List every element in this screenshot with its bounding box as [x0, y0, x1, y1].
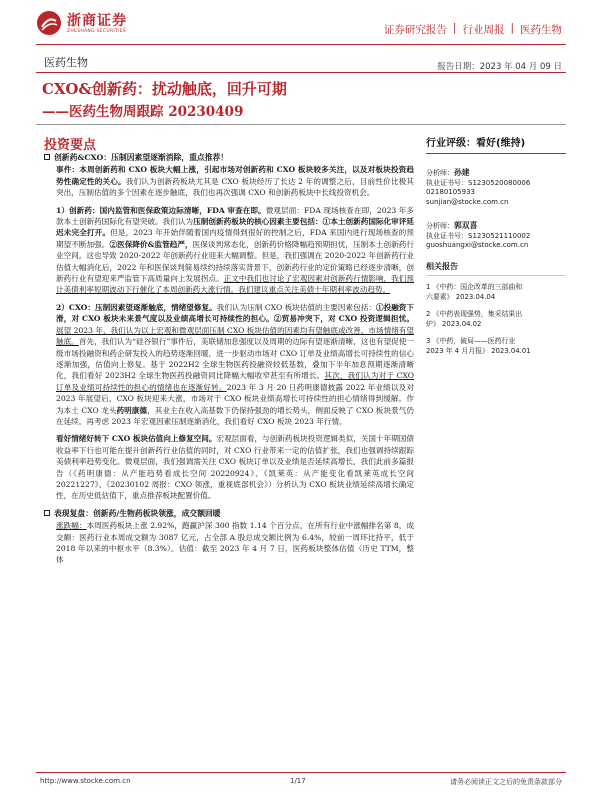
page-header: [0, 0, 600, 50]
report-date: 报告日期：2023 年 04 月 09 日: [437, 62, 562, 72]
disclaimer-note: 请务必阅读正文之后的免责条款部分: [450, 778, 562, 786]
analyst-block: 分析师：郭双喜 执业证书号：S1230521110002 guoshuangxi@stocke.com.cn: [426, 221, 566, 251]
related-reports-list: [426, 282, 566, 356]
paragraph-valuation: 看好情绪好转下 CXO 板块估值向上修复空间。宏观层面看，与创新药板块投资逻辑类似，关国十年期国债收益率下行也可能在提升创新药行业估值的同时，对 CXO 行业带来一定的估值扩张，我们也强调持续跟踪美债利率趋势变化。微观层面，我们强调需关注 CXO 板块订单以及业绩是否延续高增长，我们此前多篇报告（《药明康德：从产能趋势看成长空间 20220924》、《凯莱英：从产能变化看凯莱英成长空间 20221227》、《20230102 周报：CXO 领涨，重视底部机会》）分析认为 CXO 板块业绩延续高增长确定性，在历史低估值下，重点推荐板块配置价值。: [56, 434, 414, 501]
header-divider: [36, 44, 566, 45]
title-divider: [36, 124, 566, 125]
report-body: [44, 152, 414, 568]
analyst-cert: 执业证书号：S1230520080006: [426, 178, 531, 187]
paragraph-innovative-drugs: 1）创新药：国内监管和医保政策边际清晰，FDA 审查在即。微观层面：FDA 现场核查在即，2023 年多款本土创新药国际化有望突破。我们认为压制创新药板块的核心因素主要包括：①本土创新药国际化审评延迟未完全打开。但是，2023 年开始伴随着国内疫情得到很好的控制之后，FDA 来国内进行现场核查的预期望不断加强。②医保降价&监管趋严，医保谈判常态化，创新药价格降幅趋预期担忧，压制本土创新药行业空间。这也导致 2020-2022 年创新药行业迎来大幅调整。但是，我们强调在 2020-2022 年创新药行业估值大幅消化后，2022 年和医保谈判简易续约持续落实背景下，创新药行业的定价策略已经逐步清晰，创新药行业有望迎来严监管下高质量向上发展拐点。正文中我们也讨论了宏观因素对创新药行情影响，我们预计美债利率短期波动下行催化了本周创新药大涨行情。我们建议重点关注美债十年期利率波动趋势。: [56, 205, 415, 295]
breadcrumb-item-weekly: 行业周报: [462, 24, 505, 36]
related-report-item[interactable]: 3 《中药，破局——医药行业 2023 年 4 月月报》 2023.04.01: [426, 336, 531, 355]
section-heading-investment-points: 投资要点: [44, 138, 97, 153]
industry-label: 医药生物: [44, 56, 88, 69]
paragraph-cxo: 2）CXO：压制因素望逐渐触底，情绪望修复。我们认为压制 CXO 板块估值的主要因素包括：①投融资下滑，对 CXO 板块未来景气度以及业绩高增长可持续性的担心。②贸易冲突下，对 CXO 投资逻辑担忧。展望 2023 年，我们认为以上宏观和微观层面压制 CXO 板块估值的因素均有望触底或改善。市场情绪有望触底。首先，我们认为“硅谷银行”事件后，美联储加息强度以及周期的边际有望逐渐清晰，这也有望促使一级市场投融资和药企研发投入的趋势逐渐回暖，进一步驱动市场对 CXO 订单及业绩高增长可持续性的信心逐渐加强，估值向上修复。基于 2022H2 全球生物医药投融资较低基数，叠加下半年加息预期逐渐清晰化，我们看好 2023H2 全球生物医药投融资同比降幅大幅收窄甚至有所增长。其次，我们认为对于 CXO 订单及业绩可持续性的担心的情绪也在逐渐好转。2023 年 3 月 20 日药明康德披露 2022 年业绩以及对 2023 年展望后，CXO 板块迎来大涨，市场对于 CXO 板块业绩高增长可持续性的担心情绪得到缓解。作为本土 CXO 龙头药明康德，其业主在收入高基数下仍保持强劲的增长势头，侧面反映了 CXO 板块景气仍在延续。再考虑 2023 年宏观因素压制逐渐消化，我们看好 CXO 板块 2023 年行情。: [56, 302, 415, 426]
page-number: 1/17: [290, 777, 306, 785]
company-logo: [36, 10, 127, 36]
breadcrumb-item-sector: 医药生物: [520, 24, 562, 36]
checkbox-bullet-icon: [44, 510, 50, 516]
bullet-heading: 创新药&CXO：压制因素望逐渐消除，重点推荐！: [44, 152, 414, 163]
analyst-phone: 02180105933: [426, 188, 475, 196]
breadcrumb: [384, 22, 562, 37]
footer-website-link[interactable]: http://www.stocke.com.cn: [40, 777, 131, 785]
logo-emblem-icon: [36, 10, 62, 36]
industry-rating: 行业评级：看好(维持): [426, 134, 566, 154]
analyst-name: 郭双喜: [454, 221, 478, 230]
report-subtitle: ——医药生物周跟踪 20230409: [42, 104, 244, 120]
breadcrumb-separator: |: [510, 22, 514, 34]
sidebar: [426, 134, 566, 363]
analyst-cert: 执业证书号：S1230521110002: [426, 231, 531, 240]
bullet-heading: 表现复盘：创新药/生物药板块领涨，成交额回暖: [44, 508, 414, 519]
related-report-item[interactable]: 1 《中药：国企改革的三部曲和 六要素》 2023.04.04: [426, 282, 523, 301]
analyst-block: 分析师：孙建 执业证书号：S1230520080006 02180105933 sunjian@stocke.com.cn: [426, 168, 566, 207]
checkbox-bullet-icon: [44, 154, 50, 160]
breadcrumb-item-report-type: 证券研究报告: [383, 24, 447, 36]
related-report-item[interactable]: 2 《中药表现强势，集采结果出 炉》 2023.04.02: [426, 309, 523, 328]
paragraph-market-review: 涨跌幅：本周医药板块上涨 2.92%，跑赢沪深 300 指数 1.14 个百分点，在所有行业中涨幅排名第 8，成交额：医药行业本周成交额为 3087 亿元，占全部 A 股总成交额比例为 6.4%，较前一周环比持平，低于 2018 年以来的中枢水平（8.3%）。估值：截至 2023 年 4 月 7 日，医药板块整体估值（历史 TTM，整体: [56, 521, 414, 565]
logo-name-en: ZHESHANG SECURITIES: [67, 28, 126, 34]
related-reports-heading: 相关报告: [426, 261, 566, 276]
paragraph-event: 事件：本周创新药和 CXO 板块大幅上涨，引起市场对创新药和 CXO 板块较多关注，以及对板块投资趋势性确定性的关心。我们认为创新药板块尤其是 CXO 板块经历了长达 2 年的调整之后，目前性价比极其突出，压制估值的多个因素在逐步触底，我们也再次强调 CXO 和创新药板块中长线投资机会。: [56, 165, 414, 198]
report-title: CXO&创新药：扰动触底，回升可期: [42, 80, 287, 98]
footer-divider: [36, 772, 566, 773]
breadcrumb-separator: |: [452, 22, 457, 34]
subheader-divider: [36, 72, 566, 73]
logo-name-cn: 浙商证券: [67, 12, 127, 29]
analyst-name: 孙建: [454, 168, 470, 177]
analyst-email[interactable]: sunjian@stocke.com.cn: [426, 197, 509, 206]
analyst-email[interactable]: guoshuangxi@stocke.com.cn: [426, 241, 529, 249]
